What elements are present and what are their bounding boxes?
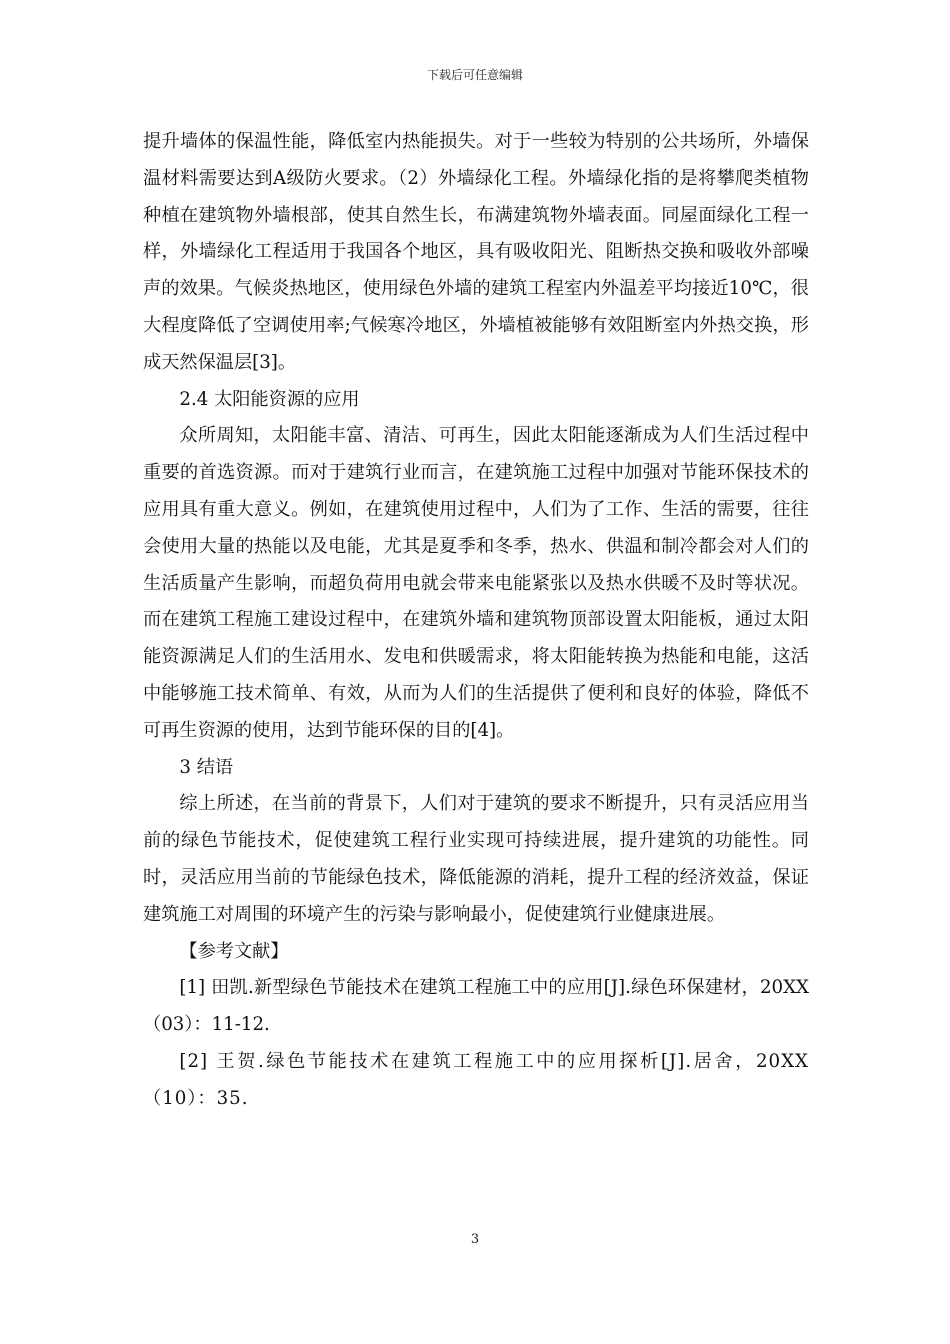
- paragraph-solar: 众所周知，太阳能丰富、清洁、可再生，因此太阳能逐渐成为人们生活过程中重要的首选资源。而对于建筑行业而言，在建筑施工过程中加强对节能环保技术的应用具有重大意义。例如，在建筑使用过程中，人们为了工作、生活的需要，往往会使用大量的热能以及电能，尤其是夏季和冬季，热水、供温和制冷都会对人们的生活质量产生影响，而超负荷用电就会带来电能紧张以及热水供暖不及时等状况。而在建筑工程施工建设过程中，在建筑外墙和建筑物顶部设置太阳能板，通过太阳能资源满足人们的生活用水、发电和供暖需求，将太阳能转换为热能和电能，这活中能够施工技术简单、有效，从而为人们的生活提供了便利和良好的体验，降低不可再生资源的使用，达到节能环保的目的[4]。: [143, 425, 809, 741]
- references-heading: 【参考文献】: [179, 940, 289, 962]
- section-heading-3: 3 结语: [179, 756, 234, 778]
- section-heading-2-4: 2.4 太阳能资源的应用: [179, 388, 360, 410]
- paragraph-conclusion: 综上所述，在当前的背景下，人们对于建筑的要求不断提升，只有灵活应用当前的绿色节能技术，促使建筑工程行业实现可持续进展，提升建筑的功能性。同时，灵活应用当前的节能绿色技术，降低能源的消耗，提升工程的经济效益，保证建筑施工对周围的环境产生的污染与影响最小，促使建筑行业健康进展。: [143, 793, 809, 925]
- reference-item-1: [1] 田凯.新型绿色节能技术在建筑工程施工中的应用[J].绿色环保建材，20XX（03）：11-12.: [143, 977, 809, 1036]
- page-number: 3: [470, 1232, 480, 1247]
- page-header: 下载后可任意编辑: [426, 68, 523, 82]
- paragraph-continued: 提升墙体的保温性能，降低室内热能损失。对于一些较为特别的公共场所，外墙保温材料需要达到A级防火要求。（2）外墙绿化工程。外墙绿化指的是将攀爬类植物种植在建筑物外墙根部，使其自然生长，布满建筑物外墙表面。同屋面绿化工程一样，外墙绿化工程适用于我国各个地区，具有吸收阳光、阻断热交换和吸收外部噪声的效果。气候炎热地区，使用绿色外墙的建筑工程室内外温差平均接近10℃，很大程度降低了空调使用率;气候寒冷地区，外墙植被能够有效阻断室内外热交换，形成天然保温层[3]。: [143, 131, 809, 373]
- document-body: [143, 124, 809, 1118]
- reference-item-2: [2] 王贺.绿色节能技术在建筑工程施工中的应用探析[J].居舍，20XX（10）：35.: [143, 1050, 809, 1109]
